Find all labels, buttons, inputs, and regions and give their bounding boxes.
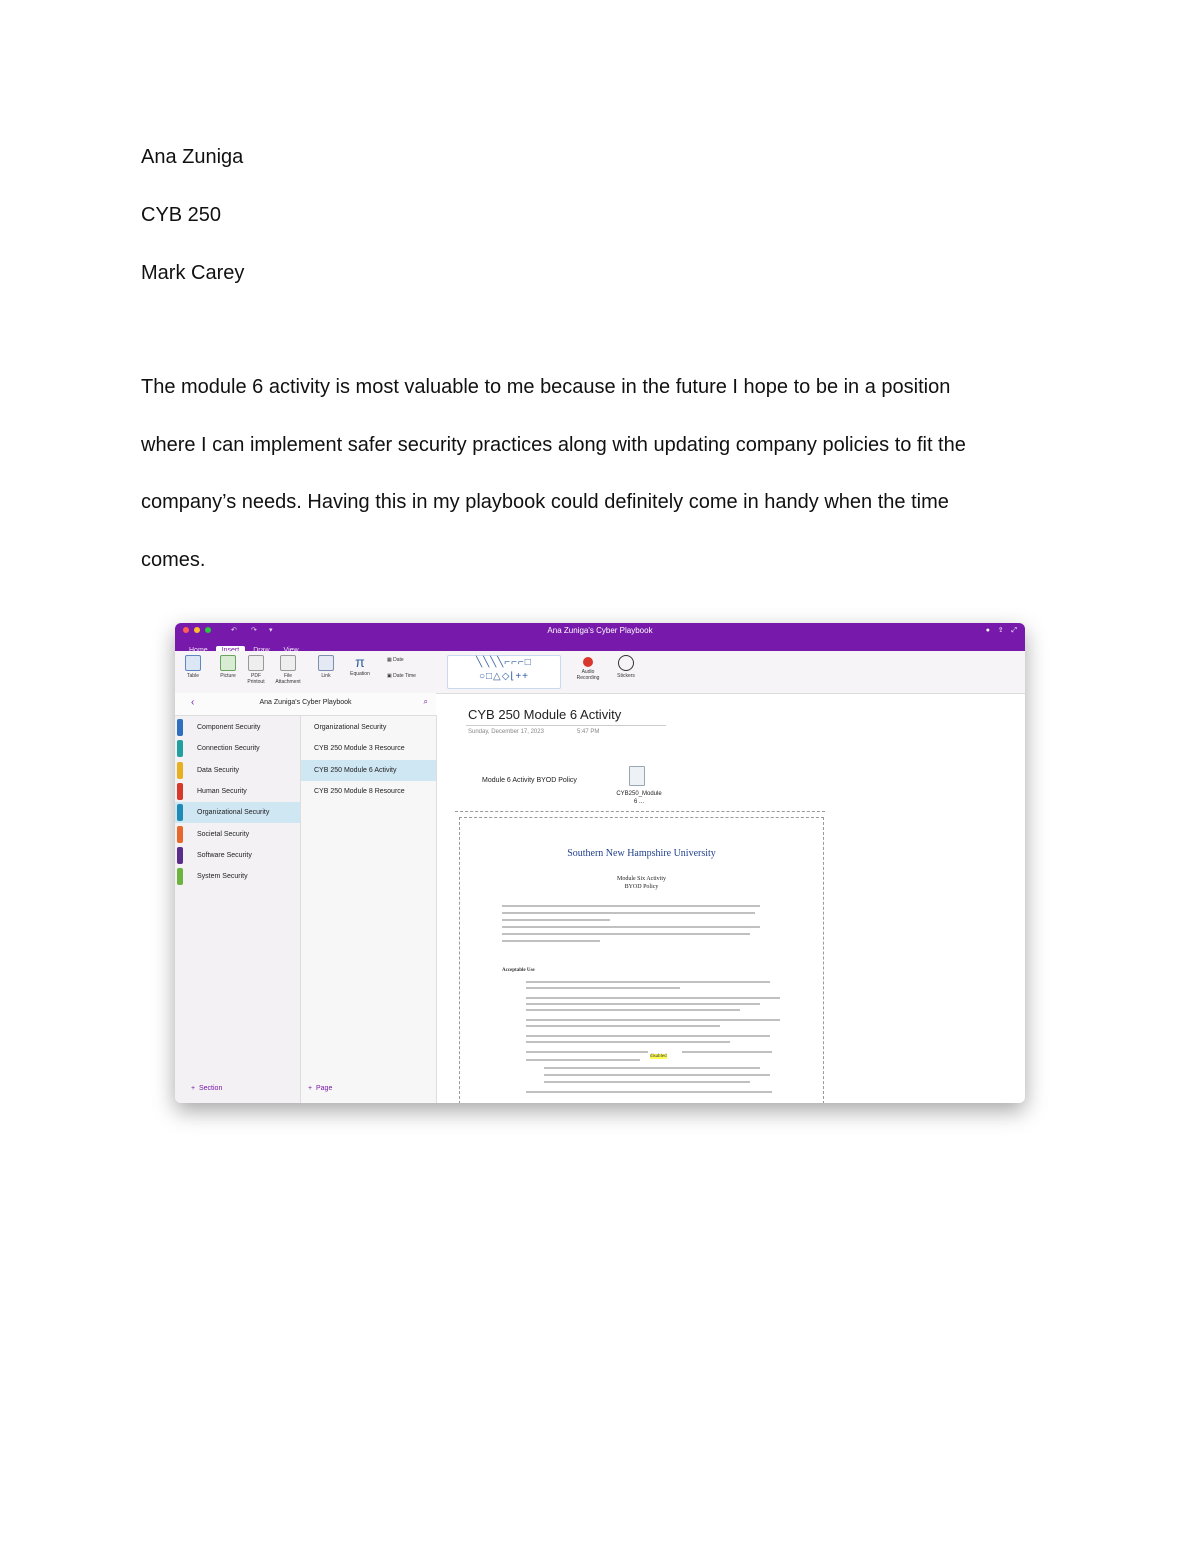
stickers-button: Stickers — [613, 655, 639, 679]
pi-icon: π — [355, 654, 365, 670]
section-item — [175, 845, 300, 866]
section-color-tab — [177, 762, 183, 779]
section-item — [175, 824, 300, 845]
section-label: Societal Security — [197, 830, 250, 838]
pdf-printout — [459, 817, 824, 1103]
chevron-left-icon: ‹ — [191, 697, 195, 708]
audio-recording-button: Audio Recording — [573, 655, 603, 681]
picture-icon — [220, 655, 236, 671]
page-time: 5:47 PM — [577, 729, 600, 735]
section-item — [175, 781, 300, 802]
section-color-tab — [177, 719, 183, 736]
author-name: Ana Zuniga — [141, 146, 244, 168]
section-color-tab — [177, 740, 183, 757]
smiley-icon — [618, 655, 634, 671]
plus-icon: + — [191, 1085, 196, 1092]
section-color-tab — [177, 804, 183, 821]
section-label: Connection Security — [197, 745, 260, 753]
file-name: CYB250_Module 6 ... — [616, 791, 662, 805]
shapes-gallery — [447, 655, 561, 689]
section-color-tab — [177, 826, 183, 843]
search-icon: ⌕ — [423, 697, 428, 706]
section-label: Component Security — [197, 724, 261, 731]
pdf-printout-button: PDF Printout — [243, 655, 269, 685]
section-label: System Security — [197, 873, 248, 881]
section-item — [175, 760, 300, 781]
course-code: CYB 250 — [141, 204, 222, 226]
section-label: Organizational Security — [197, 809, 270, 817]
date-time-button: ▣ Date Time — [387, 673, 416, 679]
page-item — [301, 760, 436, 781]
document-file-icon — [629, 766, 645, 786]
page-item — [301, 738, 436, 759]
title-bar — [175, 623, 1025, 651]
section-item — [175, 717, 300, 738]
university-logo: Southern New Hampshire University — [567, 848, 716, 859]
page-title: CYB 250 Module 6 Activity — [468, 707, 622, 722]
paragraph-line: The module 6 activity is most valuable to me because in the future I hope to be in a position — [141, 376, 951, 398]
page-label: CYB 250 Module 8 Resource — [314, 787, 405, 795]
calendar-clock-icon: ▣ — [387, 673, 392, 679]
calendar-icon: ▦ — [387, 657, 392, 663]
notebook-title: Ana Zuniga's Cyber Playbook — [259, 699, 352, 706]
pdf-text-lines — [460, 818, 823, 1103]
page-label: CYB 250 Module 6 Activity — [314, 766, 397, 774]
paragraph-line: where I can implement safer security practices along with updating company policies to fit the — [141, 433, 966, 456]
plus-icon: + — [308, 1085, 313, 1092]
table-icon — [185, 655, 201, 671]
pdf-highlight: disabled — [650, 1054, 667, 1059]
title-underline — [466, 725, 666, 726]
embed-label: Module 6 Activity BYOD Policy — [482, 777, 577, 784]
add-section-button: + Section — [191, 1085, 223, 1092]
section-label: Human Security — [197, 787, 247, 795]
picture-button: Picture — [215, 655, 241, 679]
equation-button: π Equation — [350, 654, 370, 677]
lightbulb-icon: ● — [985, 627, 990, 634]
paragraph-line: comes. — [141, 548, 206, 571]
section-item — [175, 802, 300, 823]
add-page-button: + Page — [308, 1085, 333, 1092]
reflection-paragraph — [141, 375, 1061, 605]
section-color-tab — [177, 783, 183, 800]
instructor-name: Mark Carey — [141, 262, 245, 284]
link-icon — [318, 655, 334, 671]
page-date: Sunday, December 17, 2023 — [468, 729, 544, 735]
window-controls — [986, 626, 1017, 635]
file-attachment-button: File Attachment — [271, 655, 305, 685]
page-item — [301, 781, 436, 802]
section-color-tab — [177, 847, 183, 864]
section-item — [175, 866, 300, 887]
window-title: Ana Zuniga's Cyber Playbook — [547, 626, 653, 635]
line-shapes-row: ╲╲╲╲⌐⌐⌐□ — [476, 657, 532, 668]
pdf-icon — [248, 655, 264, 671]
expand-icon: ⤢ — [1011, 627, 1017, 634]
page-item — [301, 717, 436, 738]
section-color-tab — [177, 868, 183, 885]
pdf-subheading: BYOD Policy — [624, 884, 659, 890]
record-icon — [583, 657, 593, 667]
page-label: Organizational Security — [314, 724, 387, 731]
date-button: ▦ Date — [387, 657, 404, 663]
pdf-section-heading: Acceptable Use — [502, 968, 535, 973]
printout-selection-edge — [455, 811, 825, 812]
section-label: Software Security — [197, 851, 252, 859]
ribbon — [175, 651, 1025, 694]
basic-shapes-row: ○□△◇⌊++ — [478, 671, 530, 682]
redo-icon: ↷ — [251, 627, 257, 634]
share-icon: ⇪ — [997, 627, 1004, 634]
table-button: Table — [181, 655, 205, 679]
link-button: Link — [315, 655, 337, 679]
pdf-heading: Module Six Activity — [616, 876, 666, 882]
onenote-screenshot — [175, 623, 1025, 1103]
page-label: CYB 250 Module 3 Resource — [314, 745, 405, 753]
section-item — [175, 738, 300, 759]
paperclip-icon — [280, 655, 296, 671]
chevron-down-icon: ▾ — [269, 627, 273, 634]
notebook-header — [175, 693, 436, 716]
section-label: Data Security — [197, 766, 240, 774]
undo-icon: ↶ — [231, 627, 237, 634]
paragraph-line: company’s needs. Having this in my playbook could definitely come in handy when the time — [141, 491, 949, 513]
page-canvas — [437, 693, 1025, 1103]
ribbon-tabs — [183, 639, 307, 651]
